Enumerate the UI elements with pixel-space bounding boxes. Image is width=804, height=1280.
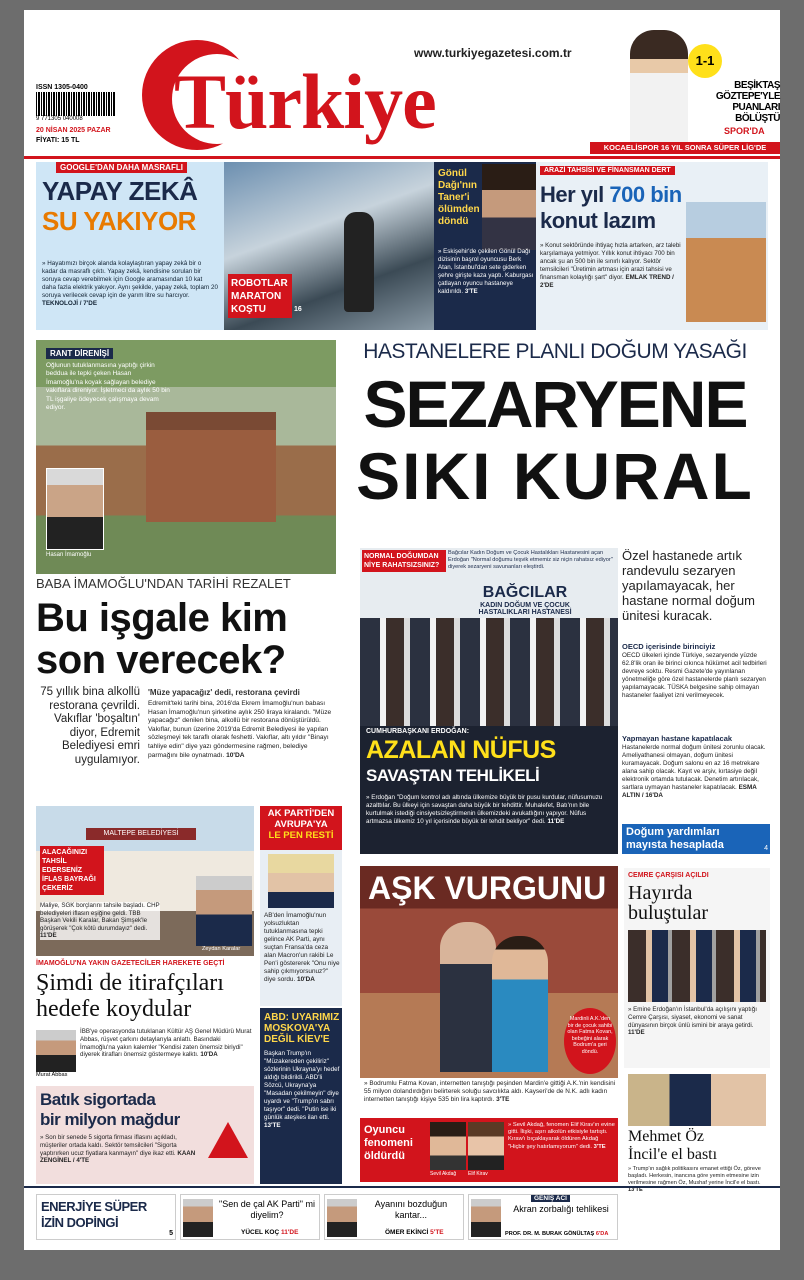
isgal-story[interactable] bbox=[36, 576, 340, 796]
batik-title-2: bir milyon mağdur bbox=[40, 1110, 180, 1129]
nufus-story[interactable] bbox=[360, 726, 618, 854]
oyuncu-title: Oyuncu fenomeni öldürdü bbox=[364, 1124, 413, 1162]
main-body-2: Hastanelerde normal doğum ünitesi zorunlu olacak. Ameliyathanesi olmayan, doğum ünitesi kuramayacak. Doğum salonu en az 16 metrekare alana sahip olacak. Kayıt ve arşiv, kırtasiye değil elektronik ortamda tutulacak. Denetim artırılacak, sartlara uymayan hastaneler kapatılacak. ESMA ALTIN / 16'DA bbox=[622, 744, 766, 799]
hospital-sign bbox=[460, 584, 590, 616]
issn-label: ISSN 1305-0400 bbox=[36, 84, 88, 91]
newspaper-front-page bbox=[24, 10, 780, 1250]
ask-title[interactable]: AŞK VURGUNU bbox=[368, 870, 607, 906]
ai-title-2: SU YAKIYOR bbox=[42, 206, 196, 236]
elif-kirav-photo bbox=[468, 1122, 504, 1170]
bottom-bar bbox=[24, 1186, 780, 1246]
robot-silhouette bbox=[344, 212, 374, 312]
le-pen-photo bbox=[268, 854, 334, 908]
batik-title-1: Batık sigortada bbox=[40, 1090, 156, 1109]
akp-kicker-2: AVRUPA'YA bbox=[274, 819, 328, 830]
cemre-title-1: Hayırda bbox=[628, 882, 693, 904]
itiraf-story[interactable] bbox=[36, 960, 254, 1084]
officials-group bbox=[360, 618, 618, 726]
energy-page: 5 bbox=[169, 1230, 173, 1237]
batik-story[interactable] bbox=[36, 1086, 254, 1184]
main-kicker: HASTANELERE PLANLI DOĞUM YASAĞI bbox=[363, 340, 747, 363]
rant-body: Oğlunun tutuklanmasına yaptığı çirkin beddua ile tepki çeken Hasan İmamoğlu'na koyak sağlayan belediye vakıflara direniyor. İşletmeci da aylık 50 bin TL işgaliye ödeyecek çalışmaya devam ediyor. bbox=[46, 362, 170, 412]
abd-body: Başkan Trump'ın "Müzakereden çekiliriz" sözlerinin Ukrayna'yı hedef aldığı bildirildi. ABD'li Sözcü, Ukrayna'ya "Masadan çekilmeyin" diye uyardı ve "Trump'ın sabrı taşıyor" dedi. "Putin ise iki günlük ateşkes ilan etti. 13'TE bbox=[264, 1050, 340, 1129]
burak-title: Akran zorbalığı tehlikesi bbox=[513, 1204, 609, 1214]
ai-title-1: YAPAY ZEKÂ bbox=[42, 176, 198, 206]
elif-kirav-caption: Elif Kirav bbox=[468, 1171, 488, 1177]
gonul-title: Gönül Dağı'nın Taner'i ölümden döndü bbox=[438, 168, 480, 227]
nufus-title-2: SAVAŞTAN TEHLİKELİ bbox=[366, 766, 540, 785]
konut-title-line2: konut lazım bbox=[540, 208, 656, 233]
main-text-column bbox=[622, 548, 770, 854]
yucel-author: YÜCEL KOÇ 11'DE bbox=[241, 1229, 299, 1236]
energy-title: ENERJİYE SÜPER İZİN DOPİNGİ bbox=[41, 1199, 147, 1230]
itiraf-title-1: Şimdi de itirafçıları bbox=[36, 970, 224, 996]
gonul-story[interactable] bbox=[434, 162, 536, 330]
cemre-photo bbox=[628, 930, 766, 1002]
alacak-label: ALACAĞINIZI TAHSİL EDERSENİZ İFLAS BAYRAĞI ÇEKERİZ bbox=[40, 846, 104, 895]
yucel-koc-photo bbox=[183, 1199, 213, 1237]
normal-dogum-label: NORMAL DOĞUMDAN NİYE RAHATSIZSINIZ? bbox=[362, 550, 446, 572]
akp-kicker bbox=[260, 806, 342, 850]
main-lead: Özel hastanede artık randevulu sezaryen yapılamayacak, her hastane normal doğum ünitesi kuracak. bbox=[622, 548, 755, 623]
omer-ekinci-photo bbox=[327, 1199, 357, 1237]
rant-kicker: RANT DİRENİŞİ bbox=[46, 348, 113, 359]
nufus-body: » Erdoğan "Doğum kontrol adı altında ülkemize büyük bir pusu kurdular, nüfusumuzu azalttılar. Bu ülkeyi için savaştan daha büyük bir tehdittir. Muhalefet, Batı'nın bile kurtulmak istediği cinsiyetsizleştirmenin ülkemizdeki avukatlığını yapıyor. Nüfus artmazsa ülkemiz 10 yıl içerisinde büyük bir tehdit bekliyor" dedi. 11'DE bbox=[366, 794, 603, 825]
itiraf-kicker: İMAMOĞLU'NA YAKIN GAZETECİLER HAREKETE GEÇTİ bbox=[36, 960, 225, 967]
sevil-akdag-caption: Sevil Akdağ bbox=[430, 1171, 457, 1177]
oyuncu-body: » Sevil Akdağ, fenomen Elif Kirav'ın evine gitti. İlişki, aşırı alkolün etkisiyle tartıştı. Kıraw'ı bıçaklayarak öldüren Akdağ "Hiçbir şey hatırlamıyorum" dedi. 3'TE bbox=[508, 1122, 615, 1150]
hasan-imamoglu-caption: Hasan İmamoğlu bbox=[46, 552, 92, 558]
mehmet-body: » Trump'ın sağlık politikasını emanet ettiği Öz, göreve başladı. Herkesin, inancına göre yemin etmesine izin verilmesine rağmen Öz, Mushaf yerine İncil'e el bastı. 13'TE bbox=[628, 1166, 761, 1193]
historic-building bbox=[146, 412, 276, 522]
omer-title: Ayanını bozduğun kantar... bbox=[374, 1199, 448, 1220]
main-title-1: SEZARYENE bbox=[363, 367, 747, 441]
gonul-body: » Eskişehir'de çekilen Gönül Dağı dizisinin başrol oyuncusu Berk Atan, İstanbul'dan sete giderken şehre girişte kaza yaptı. Kaburgası çatlayan oyuncu hastaneye kaldırıldı. 3'TE bbox=[438, 248, 534, 295]
ai-body: » Hayatımızı birçok alanda kolaylaştıran yapay zekâ bir o kadar da masraflı çıktı. Yapay zekâ, kendisine sorulan bir soruya cevap verebilmek için Google aramasından 10 kat daha fazla elektrik yakıyor. Aynı şekilde, yapay zekâ, toplam 20 soruya verilecek cevap için de yarım litre su harcıyor. TEKNOLOJİ / 7'DE bbox=[42, 260, 218, 307]
omer-author: ÖMER EKİNCİ 5'TE bbox=[385, 1229, 444, 1236]
hasan-imamoglu-photo bbox=[46, 468, 104, 550]
konut-kicker: ARAZİ TAHSİSİ VE FİNANSMAN DERT bbox=[540, 166, 675, 175]
zeydan-karalar-photo bbox=[196, 876, 252, 946]
promo-box[interactable] bbox=[622, 824, 770, 854]
promo-line-1: Doğum yardımları bbox=[626, 826, 720, 838]
robot-marathon-photo bbox=[224, 162, 434, 330]
main-subhead-1: OECD içerisinde birinciyiz bbox=[622, 642, 716, 651]
erdogan-hospital-photo bbox=[360, 548, 618, 726]
sport-strip[interactable]: KOCAELİSPOR 16 YIL SONRA SÜPER LİG'DE bbox=[590, 142, 780, 154]
main-title-2: SIKI KURAL bbox=[356, 439, 754, 513]
hospital-sign-line2: KADIN DOĞUM VE ÇOCUK HASTALIKLARI HASTANESİ bbox=[478, 602, 572, 616]
couple-man bbox=[440, 922, 496, 1072]
normal-dogum-caption: Bağcılar Kadın Doğum ve Çocuk Hastalıkları Hastanesini açan Erdoğan "Normal doğumu teşvik etmemiz siz niçin rahatsız ediyor" diyerek sezaryeni savunanları eleştirdi. bbox=[448, 550, 613, 570]
cemre-story[interactable] bbox=[624, 868, 770, 1068]
burak-kicker: GENİŞ ACI bbox=[531, 1195, 570, 1202]
bottom-item-yucel[interactable] bbox=[180, 1194, 320, 1240]
akp-story[interactable] bbox=[260, 806, 342, 1006]
sport-headline[interactable]: BEŞİKTAŞ GÖZTEPE'YLE PUANLARI BÖLÜŞTÜ bbox=[715, 80, 780, 124]
itiraf-body: İBB'ye operasyonda tutuklanan Kültür AŞ Genel Müdürü Murat Abbas, rüşvet çarkını detaylarıyla anlattı. Basındaki İmamoğlu'na yakın kalemler "Kendisi zaten önemsiz biriydi" diyerek itirafları önemsiz göstermeye kalktı. 10'DA bbox=[80, 1028, 252, 1059]
hospital-sign-line1: BAĞCILAR bbox=[482, 584, 568, 601]
main-body-1: OECD ülkeleri içinde Türkiye, sezaryende yüzde 62.8'lik oran ile birinci cıkınca hükümet acil tedbirleri devreye soktu. Resmi Gazete'de yayınlanan yönetmeliğe göre özel hastanelerde planlı sezaryen yapılamayacak. TÜSKA belgesine sahip olmayan hastaneler faaliyet izni verilmeyecek. bbox=[622, 652, 767, 699]
barcode-number: 9 771305 040008 bbox=[36, 116, 83, 122]
promo-line-2: mayısta hesaplada bbox=[626, 839, 724, 851]
itiraf-title-2: hedefe koydular bbox=[36, 996, 192, 1022]
sport-score-badge: 1-1 bbox=[688, 44, 722, 78]
ask-bubble: Mardinli A.K.'den bir de çocuk sahibi olan Fatma Kovan, bebeğini alarak Bodrum'a geri döndü. bbox=[564, 1008, 616, 1074]
robot-marathon-badge[interactable]: ROBOTLAR MARATON KOŞTU bbox=[228, 274, 292, 318]
mehmet-title-2: İncil'e el bastı bbox=[628, 1146, 718, 1163]
ai-story[interactable] bbox=[36, 162, 224, 330]
nufus-title-1: AZALAN NÜFUS bbox=[366, 736, 556, 764]
alacak-story[interactable] bbox=[36, 806, 254, 956]
ai-kicker: GOOGLE'DAN DAHA MASRAFLI bbox=[56, 162, 187, 173]
couple-woman bbox=[492, 936, 548, 1072]
sevil-akdag-photo bbox=[430, 1122, 466, 1170]
konut-body: » Konut sektöründe ihtiyaç hızla artarken, arz talebi karşılamaya yetmiyor. Yıllık konut ihtiyacı 700 bin ancak şu an 500 bin ile sınırlı kalıyor. Sektör temsilcileri "Üretimin artması için arazi tahsisi ve finansman kolaylığı şart" diyor. EMLAK TREND / 2'DE bbox=[540, 242, 681, 289]
rant-photo bbox=[36, 340, 336, 574]
abd-kicker: ABD: UYARIMIZ MOSKOVA'YA DEĞİL KİEV'E bbox=[264, 1012, 340, 1045]
oyuncu-story[interactable] bbox=[360, 1118, 618, 1182]
ask-body: » Bodrumlu Fatma Kovan, internetten tanıştığı peşinden Mardin'e gittiği A.K.'nin kendisini 55 milyon dolandırdığını belirterek soluğu savcılıkta aldı. Kayseri'de de N.K. adlı kadın internetten tanıştığı kişiye 535 bin lira kaptırdı. 3'TE bbox=[364, 1080, 616, 1104]
abd-story[interactable] bbox=[260, 1008, 342, 1184]
akp-kicker-3: LE PEN RESTİ bbox=[268, 830, 334, 841]
mehmet-oz-photo bbox=[628, 1074, 766, 1126]
isgal-title-1: Bu işgale kim bbox=[36, 596, 288, 640]
murat-abbas-photo bbox=[36, 1030, 76, 1072]
newspaper-logo[interactable]: Türkiye bbox=[174, 58, 436, 145]
mehmet-story[interactable] bbox=[624, 1074, 770, 1193]
bottom-item-omer[interactable] bbox=[324, 1194, 464, 1240]
mehmet-title-1: Mehmet Öz bbox=[628, 1128, 704, 1145]
murat-abbas-caption: Murat Abbas bbox=[36, 1072, 68, 1078]
issue-price: FİYATI: 15 TL bbox=[36, 137, 80, 144]
akp-kicker-1: AK PARTİ'DEN bbox=[267, 808, 335, 819]
warning-triangle-icon bbox=[208, 1122, 248, 1158]
sport-tag: SPOR'DA bbox=[724, 126, 765, 136]
cemre-body: » Emine Erdoğan'ın İstanbul'da açılışını yaptığı Cemre Çarşısı, siyaset, ekonomi ve sanat dünyasının birçok ünlü ismini bir araya getirdi. 11'DE bbox=[628, 1006, 757, 1037]
isgal-kicker: BABA İMAMOĞLU'NDAN TARİHİ REZALET bbox=[36, 576, 291, 591]
konut-title-line1: Her yıl 700 bin bbox=[540, 182, 682, 207]
ask-photo bbox=[360, 866, 618, 1078]
main-subhead-2: Yapmayan hastane kapatılacak bbox=[622, 734, 733, 743]
batik-body: » Son bir senede 5 sigorta firması iflasını açıkladı, müşteriler ortada kaldı. Sektör temsilcileri "Sigorta yaptırırken ucuz fiyatlara kanmayın" diye ikaz etti. KAAN ZENGİNEL / 4'TE bbox=[40, 1134, 196, 1165]
isgal-body: Edremit'teki tarihi bina, 2016'da Ekrem İmamoğlu'nun babası Hasan İmamoğlu'nun şirketine aylık 250 liraya kiralandı. "Müze yapacağız" denilen bina, alkollü bir restorana dönüştürüldü. Vakıflar, bunun üzerine 2019'da Edremit Belediyesi ile yapılan sözleşmeyi tek taraflı olarak feshetti. Vakıflar, altı yıldır "Binayı tahliye edin" diye yazı göndermesine rağmen, belediye parmağını bile oynatmadı. 10'DA bbox=[148, 700, 332, 759]
zeydan-karalar-caption: Zeydan Karalar bbox=[202, 946, 241, 952]
gonul-actor-photo bbox=[482, 164, 536, 250]
isgal-lead: 75 yıllık bina alkollü restorana çevrildi. Vakıflar 'boşaltın' diyor, Edremit Belediyesi emri uygulamıyor. bbox=[40, 686, 140, 766]
site-url[interactable]: www.turkiyegazetesi.com.tr bbox=[414, 46, 572, 60]
akp-body: AB'den İmamoğlu'nun yolsuzluktan tutuklanmasına tepki gelince AK Parti, aynı suçtan Fransa'da ceza alan Macron'un rakibi Le Pen'i göstererek "Onu niye sahip çıkmıyorsunuz?" diye sordu. 10'DA bbox=[264, 912, 340, 983]
bottom-item-burak[interactable] bbox=[468, 1194, 618, 1240]
cemre-kicker: CEMRE ÇARŞISI AÇILDI bbox=[628, 872, 709, 879]
robot-badge-page: 16 bbox=[294, 306, 302, 313]
cemre-title-2: buluştular bbox=[628, 902, 708, 924]
issue-date: 20 NİSAN 2025 PAZAR bbox=[36, 127, 111, 134]
main-story[interactable] bbox=[342, 340, 768, 550]
isgal-subhead: 'Müze yapacağız' dedi, restorana çevirdi bbox=[148, 688, 300, 697]
masthead-rule bbox=[24, 156, 780, 159]
sport-player-photo bbox=[630, 30, 688, 150]
burak-author: PROF. DR. M. BURAK GÖNÜLTAŞ 6'DA bbox=[505, 1231, 609, 1237]
bottom-item-energy[interactable] bbox=[36, 1194, 176, 1240]
nufus-kicker: CUMHURBAŞKANI ERDOĞAN: bbox=[366, 728, 470, 735]
crane-construction-photo bbox=[686, 202, 766, 322]
alacak-body: Maliye, SGK borçlarını tahsile başladı. CHP belediyeleri iflasın eşiğine geldi. TBB Başkan Vekili Karalar, Bakan Şimşek'le görüşerek "Çok kötü durumdayız" dedi. 11'DE bbox=[40, 902, 160, 940]
promo-page: 4 bbox=[764, 845, 768, 852]
barcode bbox=[36, 92, 116, 116]
konut-story[interactable] bbox=[536, 162, 768, 330]
isgal-title-2: son verecek? bbox=[36, 638, 286, 682]
masthead bbox=[24, 10, 780, 160]
yucel-title: "Sen de çal AK Parti" mi diyelim? bbox=[219, 1199, 315, 1220]
municipality-sign: MALTEPE BELEDİYESİ bbox=[86, 828, 196, 840]
burak-photo bbox=[471, 1199, 501, 1237]
